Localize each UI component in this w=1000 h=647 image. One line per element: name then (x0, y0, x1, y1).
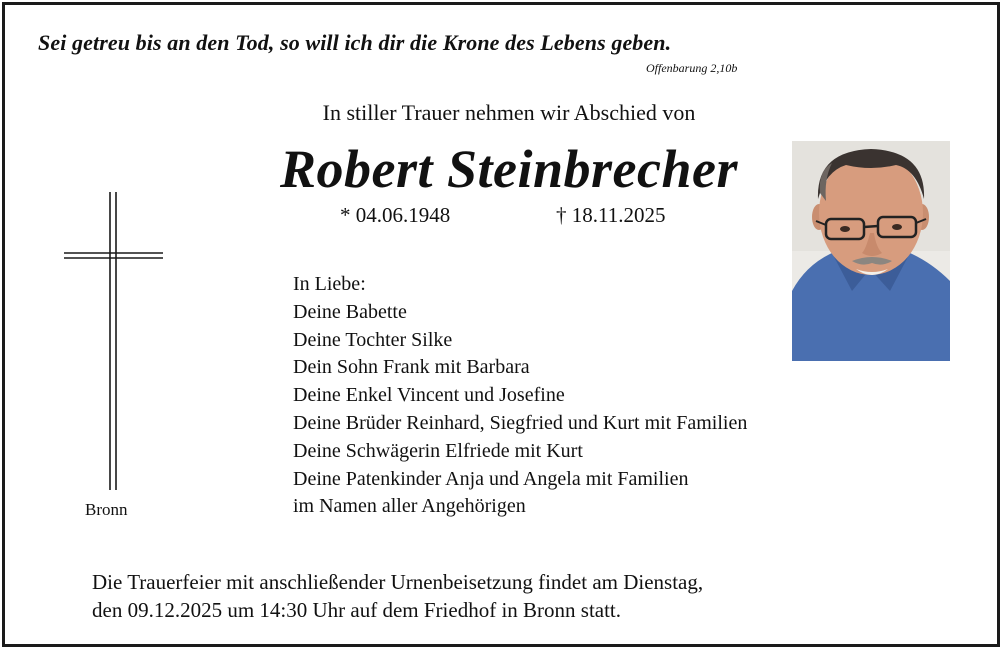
mourner-line: Deine Enkel Vincent und Josefine (293, 384, 565, 407)
portrait-photo (792, 141, 950, 361)
service-line: den 09.12.2025 um 14:30 Uhr auf dem Friedhof in Bronn statt. (92, 598, 622, 622)
mourner-line: Deine Brüder Reinhard, Siegfried und Kurt mit Familien (293, 411, 748, 434)
mourner-line: Deine Schwägerin Elfriede mit Kurt (293, 439, 583, 462)
funeral-service-info (92, 568, 703, 624)
service-line: Die Trauerfeier mit anschließender Urnenbeisetzung findet am Dienstag, (92, 570, 704, 594)
latin-cross-icon (62, 190, 166, 492)
death-date: † 18.11.2025 (556, 203, 666, 227)
mourner-line: im Namen aller Angehörigen (293, 495, 526, 518)
mourner-line: Deine Patenkinder Anja und Angela mit Familien (293, 467, 689, 490)
place-name: Bronn (85, 500, 128, 519)
mourner-line: In Liebe: (293, 273, 366, 295)
mourners-list (293, 271, 747, 521)
mourner-line: Dein Sohn Frank mit Barbara (293, 356, 530, 379)
intro-line: In stiller Trauer nehmen wir Abschied von (322, 100, 696, 125)
bible-verse: Sei getreu bis an den Tod, so will ich dir die Krone des Lebens geben. (38, 30, 672, 55)
deceased-name: Robert Steinbrecher (279, 139, 738, 199)
mourner-line: Deine Tochter Silke (293, 328, 453, 351)
birth-date: * 04.06.1948 (340, 203, 451, 227)
mourner-line: Deine Babette (293, 300, 407, 323)
verse-reference: Offenbarung 2,10b (646, 61, 738, 75)
